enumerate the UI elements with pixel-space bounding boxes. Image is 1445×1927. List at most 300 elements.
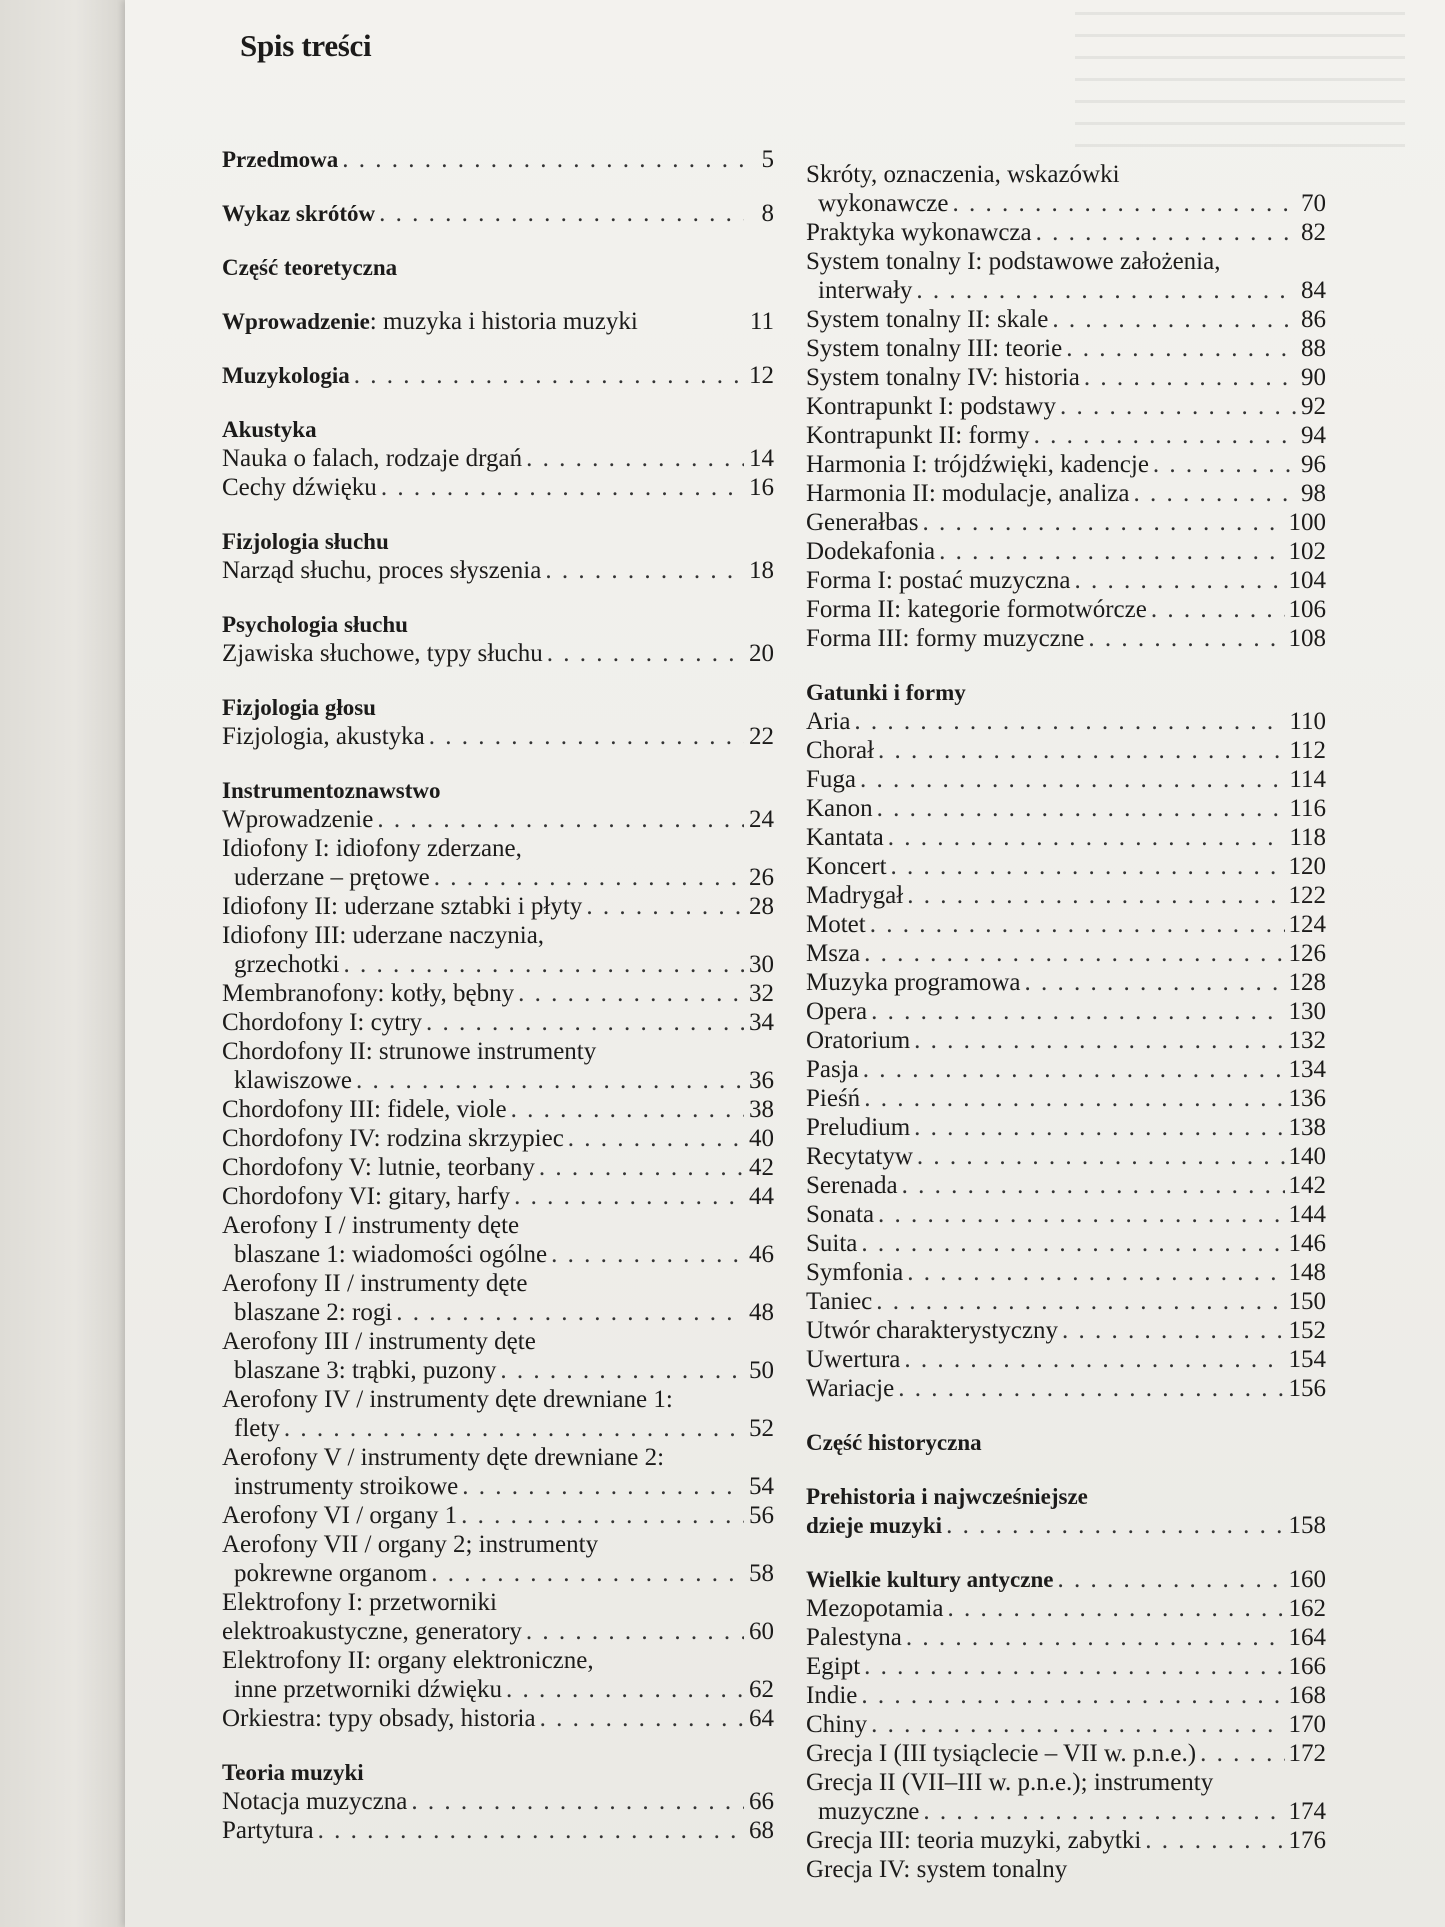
entry-label: Motet bbox=[806, 911, 866, 938]
entry-label: Muzykologia bbox=[222, 363, 350, 388]
dot-leader bbox=[411, 1787, 744, 1816]
toc-entry-line[interactable]: Chordofony II: strunowe instrumenty bbox=[222, 1038, 597, 1065]
page-number: 14 bbox=[749, 445, 774, 472]
entry-label: Przedmowa bbox=[222, 147, 339, 172]
page-number: 120 bbox=[1288, 853, 1326, 880]
toc-entry[interactable]: Harmonia II: modulacje, analiza . . . 98 bbox=[806, 479, 1326, 508]
dot-leader bbox=[904, 1345, 1284, 1374]
entry-label: Serenada bbox=[806, 1172, 898, 1199]
toc-entry-line[interactable]: Aerofony IV / instrumenty dęte drewniane 1: bbox=[222, 1386, 673, 1413]
toc-entry[interactable] bbox=[806, 1623, 1326, 1652]
toc-entry[interactable] bbox=[806, 1316, 1326, 1345]
toc-entry[interactable]: dzieje muzyki . . . 158 bbox=[806, 1511, 1326, 1540]
entry-label: Uwertura bbox=[806, 1346, 901, 1373]
page-number: 146 bbox=[1288, 1230, 1326, 1257]
page-number: 130 bbox=[1288, 998, 1326, 1025]
toc-entry[interactable]: blaszane 3: trąbki, puzony . . . 50 bbox=[222, 1356, 774, 1385]
page-number: 32 bbox=[749, 980, 774, 1007]
page-number: 94 bbox=[1301, 422, 1326, 449]
page-number: 134 bbox=[1288, 1056, 1326, 1083]
toc-entry[interactable]: System tonalny II: skale . . . 86 bbox=[806, 305, 1326, 334]
entry-label: Kanon bbox=[806, 795, 873, 822]
dot-leader bbox=[539, 1153, 744, 1182]
dot-leader bbox=[1052, 305, 1296, 334]
toc-entry[interactable]: Dodekafonia . . . 102 bbox=[806, 537, 1326, 566]
toc-left-column bbox=[222, 145, 774, 1845]
dot-leader bbox=[431, 1559, 744, 1588]
dot-leader bbox=[545, 556, 744, 585]
toc-entry[interactable] bbox=[806, 765, 1326, 794]
toc-entry[interactable]: inne przetworniki dźwięku . . . 62 bbox=[222, 1675, 774, 1704]
page-number: 122 bbox=[1288, 882, 1326, 909]
page-number: 116 bbox=[1289, 795, 1326, 822]
gatunki-list bbox=[806, 707, 1326, 1403]
toc-entry[interactable]: Chordofony III: fidele, viole . . . 38 bbox=[222, 1095, 774, 1124]
dot-leader bbox=[381, 473, 744, 502]
page-number: 174 bbox=[1288, 1798, 1326, 1825]
page-number: 42 bbox=[749, 1154, 774, 1181]
toc-entry-przedmowa[interactable] bbox=[222, 145, 774, 174]
dot-leader bbox=[863, 1055, 1285, 1084]
dot-leader bbox=[318, 1816, 744, 1845]
toc-entry-line[interactable]: Skróty, oznaczenia, wskazówki bbox=[806, 161, 1120, 188]
page-number: 62 bbox=[749, 1676, 774, 1703]
page-number: 100 bbox=[1288, 509, 1326, 536]
page-number: 164 bbox=[1288, 1624, 1326, 1651]
toc-entry[interactable]: elektroakustyczne, generatory . . . 60 bbox=[222, 1617, 774, 1646]
page-number: 68 bbox=[749, 1817, 774, 1844]
toc-entry[interactable]: Orkiestra: typy obsady, historia . . . 64 bbox=[222, 1704, 774, 1733]
toc-entry[interactable]: Partytura . . . 68 bbox=[222, 1816, 774, 1845]
entry-label: Pieśń bbox=[806, 1085, 861, 1112]
toc-entry-line[interactable]: Prehistoria i najwcześniejsze bbox=[806, 1484, 1088, 1509]
dot-leader bbox=[878, 1200, 1284, 1229]
toc-entry[interactable]: Grecja I (III tysiąclecie – VII w. p.n.e.) . . . 172 bbox=[806, 1739, 1326, 1768]
toc-entry[interactable]: Chordofony VI: gitary, harfy . . . 44 bbox=[222, 1182, 774, 1211]
toc-entry-line[interactable]: System tonalny I: podstawowe założenia, bbox=[806, 248, 1221, 275]
page-number: 20 bbox=[749, 640, 774, 667]
toc-entry-line[interactable]: Elektrofony I: przetworniki bbox=[222, 1589, 497, 1616]
dot-leader bbox=[1200, 1739, 1284, 1768]
page-number: 52 bbox=[749, 1415, 774, 1442]
toc-entry[interactable] bbox=[806, 823, 1326, 852]
toc-entry[interactable]: Fizjologia, akustyka . . . 22 bbox=[222, 722, 774, 751]
page-number: 28 bbox=[749, 893, 774, 920]
dot-leader bbox=[1151, 595, 1285, 624]
dot-leader bbox=[907, 1258, 1284, 1287]
page-number: 144 bbox=[1288, 1201, 1326, 1228]
dot-leader bbox=[902, 1171, 1285, 1200]
toc-entry[interactable]: grzechotki . . . 30 bbox=[222, 950, 774, 979]
dot-leader bbox=[917, 1142, 1285, 1171]
dot-leader bbox=[354, 361, 744, 390]
toc-entry[interactable] bbox=[806, 1345, 1326, 1374]
dot-leader bbox=[877, 794, 1286, 823]
toc-right-column bbox=[806, 160, 1326, 1884]
toc-entry[interactable] bbox=[806, 1113, 1326, 1142]
page-number: 24 bbox=[749, 806, 774, 833]
dot-leader bbox=[953, 189, 1297, 218]
dot-leader bbox=[939, 537, 1284, 566]
section-heading-teoria: Teoria muzyki bbox=[222, 1760, 364, 1785]
dot-leader bbox=[860, 765, 1285, 794]
page-number: 92 bbox=[1301, 393, 1326, 420]
toc-entry[interactable]: Wprowadzenie . . . 24 bbox=[222, 805, 774, 834]
entry-label: Pasja bbox=[806, 1056, 859, 1083]
toc-entry[interactable]: Zjawiska słuchowe, typy słuchu . . . 20 bbox=[222, 639, 774, 668]
toc-entry[interactable] bbox=[806, 939, 1326, 968]
dot-leader bbox=[870, 910, 1285, 939]
section-heading-akustyka: Akustyka bbox=[222, 417, 317, 442]
dot-leader bbox=[396, 1298, 744, 1327]
entry-label: Taniec bbox=[806, 1288, 873, 1315]
entry-label: Chiny bbox=[806, 1711, 868, 1738]
toc-entry[interactable] bbox=[806, 1171, 1326, 1200]
toc-entry[interactable]: interwały . . . 84 bbox=[806, 276, 1326, 305]
dot-leader bbox=[864, 939, 1284, 968]
page-number: 8 bbox=[761, 200, 774, 227]
page-number: 166 bbox=[1288, 1653, 1326, 1680]
dot-leader bbox=[864, 1652, 1284, 1681]
toc-entry[interactable]: Membranofony: kotły, bębny . . . 32 bbox=[222, 979, 774, 1008]
toc-entry-line[interactable]: Grecja IV: system tonalny bbox=[806, 1856, 1068, 1883]
page-number: 64 bbox=[749, 1705, 774, 1732]
toc-entry[interactable] bbox=[806, 1258, 1326, 1287]
toc-entry[interactable]: Idiofony II: uderzane sztabki i płyty . . . 28 bbox=[222, 892, 774, 921]
page-title: Spis treści bbox=[240, 28, 372, 63]
dot-leader bbox=[377, 805, 744, 834]
toc-entry[interactable]: uderzane – prętowe . . . 26 bbox=[222, 863, 774, 892]
toc-entry[interactable] bbox=[806, 968, 1326, 997]
toc-entry[interactable]: blaszane 2: rogi . . . 48 bbox=[222, 1298, 774, 1327]
entry-label: Opera bbox=[806, 998, 868, 1025]
toc-entry[interactable] bbox=[806, 1084, 1326, 1113]
page-number: 128 bbox=[1288, 969, 1326, 996]
page-number: 36 bbox=[749, 1067, 774, 1094]
dot-leader bbox=[1075, 566, 1285, 595]
page-number: 176 bbox=[1288, 1827, 1326, 1854]
toc-entry-wykaz[interactable] bbox=[222, 199, 774, 228]
dot-leader bbox=[426, 1008, 744, 1037]
page-number: 54 bbox=[749, 1473, 774, 1500]
dot-leader bbox=[871, 997, 1284, 1026]
dot-leader bbox=[1034, 421, 1296, 450]
page-number: 44 bbox=[749, 1183, 774, 1210]
dot-leader bbox=[1025, 968, 1285, 997]
dot-leader bbox=[344, 950, 744, 979]
page-number: 110 bbox=[1289, 708, 1326, 735]
toc-entry[interactable] bbox=[806, 1142, 1326, 1171]
toc-entry[interactable] bbox=[806, 1710, 1326, 1739]
section-heading-antyk[interactable]: Wielkie kultury antyczne . . . 160 bbox=[806, 1565, 1326, 1594]
dot-leader bbox=[568, 1124, 744, 1153]
page-number: 50 bbox=[749, 1357, 774, 1384]
toc-entry-line[interactable]: Idiofony III: uderzane naczynia, bbox=[222, 922, 545, 949]
toc-entry-line[interactable]: Elektrofony II: organy elektroniczne, bbox=[222, 1647, 594, 1674]
toc-entry[interactable]: pokrewne organom . . . 58 bbox=[222, 1559, 774, 1588]
page-number: 88 bbox=[1301, 335, 1326, 362]
dot-leader bbox=[923, 1797, 1284, 1826]
entry-label: Oratorium bbox=[806, 1027, 911, 1054]
page-number: 154 bbox=[1288, 1346, 1326, 1373]
page-number: 148 bbox=[1288, 1259, 1326, 1286]
section-heading-gatunki: Gatunki i formy bbox=[806, 680, 966, 705]
toc-entry[interactable] bbox=[806, 1374, 1326, 1403]
toc-entry-line[interactable]: Aerofony II / instrumenty dęte bbox=[222, 1270, 528, 1297]
entry-label: Mezopotamia bbox=[806, 1595, 944, 1622]
dot-leader bbox=[379, 199, 744, 228]
page-number: 170 bbox=[1288, 1711, 1326, 1738]
entry-label: Wariacje bbox=[806, 1375, 895, 1402]
bleed-through-text bbox=[1075, 12, 1405, 162]
toc-entry[interactable]: Forma I: postać muzyczna . . . 104 bbox=[806, 566, 1326, 595]
page-number: 22 bbox=[749, 723, 774, 750]
toc-entry-line[interactable]: Aerofony I / instrumenty dęte bbox=[222, 1212, 520, 1239]
toc-entry[interactable]: Grecja III: teoria muzyki, zabytki . . . 176 bbox=[806, 1826, 1326, 1855]
page-number: 114 bbox=[1289, 766, 1326, 793]
entry-label: Msza bbox=[806, 940, 861, 967]
toc-entry[interactable]: Generałbas . . . 100 bbox=[806, 508, 1326, 537]
dot-leader bbox=[500, 1356, 744, 1385]
toc-entry[interactable]: instrumenty stroikowe . . . 54 bbox=[222, 1472, 774, 1501]
toc-entry[interactable]: System tonalny III: teorie . . . 88 bbox=[806, 334, 1326, 363]
dot-leader bbox=[506, 1675, 744, 1704]
page-number: 126 bbox=[1288, 940, 1326, 967]
toc-entry[interactable] bbox=[806, 1229, 1326, 1258]
dot-leader bbox=[526, 1617, 744, 1646]
page-number: 96 bbox=[1301, 451, 1326, 478]
page-number: 48 bbox=[749, 1299, 774, 1326]
page-number: 34 bbox=[749, 1009, 774, 1036]
dot-leader bbox=[854, 707, 1285, 736]
toc-entry[interactable]: Aerofony VI / organy 1 . . . 56 bbox=[222, 1501, 774, 1530]
toc-entry[interactable]: Kontrapunkt I: podstawy . . . 92 bbox=[806, 392, 1326, 421]
dot-leader bbox=[907, 881, 1284, 910]
toc-entry[interactable] bbox=[806, 910, 1326, 939]
toc-entry[interactable]: Forma III: formy muzyczne . . . 108 bbox=[806, 624, 1326, 653]
entry-label: Recytatyw bbox=[806, 1143, 913, 1170]
page-number: 108 bbox=[1288, 625, 1326, 652]
dot-leader bbox=[462, 1472, 744, 1501]
toc-entry[interactable] bbox=[806, 881, 1326, 910]
page-number: 106 bbox=[1288, 596, 1326, 623]
entry-label: Suita bbox=[806, 1230, 858, 1257]
page-number: 168 bbox=[1288, 1682, 1326, 1709]
dot-leader bbox=[916, 276, 1296, 305]
page-number: 150 bbox=[1288, 1288, 1326, 1315]
page-number: 12 bbox=[749, 362, 774, 389]
dot-leader bbox=[861, 1681, 1284, 1710]
dot-leader bbox=[511, 1095, 744, 1124]
toc-entry[interactable]: Chordofony IV: rodzina skrzypiec . . . 40 bbox=[222, 1124, 774, 1153]
dot-leader bbox=[946, 1511, 1284, 1540]
dot-leader bbox=[888, 823, 1286, 852]
section-heading-psychologia-sluchu: Psychologia słuchu bbox=[222, 612, 408, 637]
toc-entry[interactable]: System tonalny IV: historia . . . 90 bbox=[806, 363, 1326, 392]
toc-entry[interactable] bbox=[806, 794, 1326, 823]
dot-leader bbox=[947, 1594, 1284, 1623]
page-number: 86 bbox=[1301, 306, 1326, 333]
toc-entry[interactable]: muzyczne . . . 174 bbox=[806, 1797, 1326, 1826]
dot-leader bbox=[547, 639, 744, 668]
page-number: 98 bbox=[1301, 480, 1326, 507]
toc-entry[interactable]: Praktyka wykonawcza . . . 82 bbox=[806, 218, 1326, 247]
dot-leader bbox=[1060, 392, 1296, 421]
dot-leader bbox=[864, 1084, 1284, 1113]
page-number: 132 bbox=[1288, 1027, 1326, 1054]
dot-leader bbox=[514, 1182, 744, 1211]
dot-leader bbox=[540, 1704, 744, 1733]
dot-leader bbox=[1084, 363, 1296, 392]
dot-leader bbox=[878, 736, 1285, 765]
page-number: 158 bbox=[1288, 1512, 1326, 1539]
page-number: 162 bbox=[1288, 1595, 1326, 1622]
dot-leader bbox=[1145, 1826, 1284, 1855]
dot-leader bbox=[898, 1374, 1284, 1403]
dot-leader bbox=[1066, 334, 1296, 363]
toc-entry[interactable]: Kontrapunkt II: formy . . . 94 bbox=[806, 421, 1326, 450]
toc-entry-muzykologia[interactable] bbox=[222, 361, 774, 390]
book-spine bbox=[0, 0, 125, 1927]
toc-entry[interactable] bbox=[806, 1026, 1326, 1055]
toc-entry[interactable] bbox=[806, 1594, 1326, 1623]
toc-entry[interactable]: blaszane 1: wiadomości ogólne . . . 46 bbox=[222, 1240, 774, 1269]
page-number: 172 bbox=[1288, 1740, 1326, 1767]
toc-entry-line[interactable]: Grecja II (VII–III w. p.n.e.); instrumenty bbox=[806, 1769, 1214, 1796]
toc-entry[interactable] bbox=[806, 1200, 1326, 1229]
page-number: 102 bbox=[1288, 538, 1326, 565]
toc-entry[interactable]: Chordofony V: lutnie, teorbany . . . 42 bbox=[222, 1153, 774, 1182]
toc-entry[interactable]: Harmonia I: trójdźwięki, kadencje . . . 96 bbox=[806, 450, 1326, 479]
page-number: 84 bbox=[1301, 277, 1326, 304]
page-number: 46 bbox=[749, 1241, 774, 1268]
dot-leader bbox=[891, 852, 1285, 881]
toc-entry[interactable] bbox=[806, 1055, 1326, 1084]
page-number: 38 bbox=[749, 1096, 774, 1123]
dot-leader bbox=[551, 1240, 744, 1269]
entry-label: Egipt bbox=[806, 1653, 861, 1680]
page-number: 152 bbox=[1288, 1317, 1326, 1344]
page-number: 5 bbox=[761, 146, 774, 173]
toc-entry-wprowadzenie[interactable] bbox=[222, 307, 774, 336]
page-number: 60 bbox=[749, 1618, 774, 1645]
toc-entry[interactable]: Notacja muzyczna . . . 66 bbox=[222, 1787, 774, 1816]
dot-leader bbox=[1062, 1316, 1285, 1345]
toc-entry[interactable]: Narząd słuchu, proces słyszenia . . . 18 bbox=[222, 556, 774, 585]
page-number: 66 bbox=[749, 1788, 774, 1815]
entry-label: Preludium bbox=[806, 1114, 911, 1141]
antyk-list bbox=[806, 1594, 1326, 1739]
page-number: 118 bbox=[1289, 824, 1326, 851]
dot-leader bbox=[876, 1287, 1284, 1316]
dot-leader bbox=[284, 1414, 744, 1443]
entry-label: Palestyna bbox=[806, 1624, 902, 1651]
dot-leader bbox=[586, 892, 744, 921]
dot-leader bbox=[461, 1501, 744, 1530]
toc-entry[interactable] bbox=[806, 852, 1326, 881]
part-heading-teoretyczna: Część teoretyczna bbox=[222, 255, 398, 280]
entry-label: Muzyka programowa bbox=[806, 969, 1021, 996]
dot-leader bbox=[526, 444, 744, 473]
dot-leader bbox=[871, 1710, 1284, 1739]
toc-entry[interactable]: flety . . . 52 bbox=[222, 1414, 774, 1443]
dot-leader bbox=[1088, 624, 1284, 653]
entry-label: Madrygał bbox=[806, 882, 904, 909]
toc-entry[interactable] bbox=[806, 1681, 1326, 1710]
page-number: 140 bbox=[1288, 1143, 1326, 1170]
page-number: 11 bbox=[749, 308, 774, 335]
dot-leader bbox=[1036, 218, 1296, 247]
page-number: 142 bbox=[1288, 1172, 1326, 1199]
dot-leader bbox=[1057, 1565, 1284, 1594]
toc-entry[interactable] bbox=[806, 736, 1326, 765]
page-number: 90 bbox=[1301, 364, 1326, 391]
section-heading-fizjologia-glosu: Fizjologia głosu bbox=[222, 695, 376, 720]
entry-label: Indie bbox=[806, 1682, 858, 1709]
entry-label: Symfonia bbox=[806, 1259, 904, 1286]
toc-entry[interactable]: Chordofony I: cytry . . . 34 bbox=[222, 1008, 774, 1037]
toc-entry[interactable]: Nauka o falach, rodzaje drgań . . . 14 bbox=[222, 444, 774, 473]
page-number: 112 bbox=[1289, 737, 1326, 764]
toc-entry[interactable]: wykonawcze . . . 70 bbox=[806, 189, 1326, 218]
dot-leader bbox=[914, 1113, 1284, 1142]
dot-leader bbox=[922, 508, 1284, 537]
dot-leader bbox=[906, 1623, 1285, 1652]
toc-entry[interactable] bbox=[806, 1652, 1326, 1681]
entry-label: Utwór charakterystyczny bbox=[806, 1317, 1058, 1344]
page-number: 70 bbox=[1301, 190, 1326, 217]
toc-entry-line[interactable]: Aerofony VII / organy 2; instrumenty bbox=[222, 1531, 599, 1558]
page-number: 124 bbox=[1288, 911, 1326, 938]
toc-entry[interactable]: Cechy dźwięku . . . 16 bbox=[222, 473, 774, 502]
page-number: 56 bbox=[749, 1502, 774, 1529]
section-heading-instrumentoznawstwo: Instrumentoznawstwo bbox=[222, 778, 441, 803]
dot-leader bbox=[1133, 479, 1296, 508]
toc-entry-line[interactable]: Idiofony I: idiofony zderzane, bbox=[222, 835, 522, 862]
toc-entry[interactable] bbox=[806, 997, 1326, 1026]
dot-leader bbox=[914, 1026, 1284, 1055]
entry-label: Wprowadzenie: muzyka i historia muzyki bbox=[222, 308, 638, 335]
dot-leader bbox=[861, 1229, 1284, 1258]
page-number: 156 bbox=[1288, 1375, 1326, 1402]
toc-entry[interactable]: klawiszowe . . . 36 bbox=[222, 1066, 774, 1095]
dot-leader bbox=[434, 863, 744, 892]
toc-entry[interactable] bbox=[806, 1287, 1326, 1316]
part-heading-historyczna: Część historyczna bbox=[806, 1430, 982, 1455]
entry-label: Chorał bbox=[806, 737, 875, 764]
page-number: 40 bbox=[749, 1125, 774, 1152]
page-number: 18 bbox=[749, 557, 774, 584]
dot-leader bbox=[518, 979, 744, 1008]
toc-entry[interactable]: Forma II: kategorie formotwórcze . . . 106 bbox=[806, 595, 1326, 624]
dot-leader bbox=[342, 145, 744, 174]
dot-leader bbox=[429, 722, 744, 751]
toc-entry-line[interactable]: Aerofony V / instrumenty dęte drewniane 2: bbox=[222, 1444, 665, 1471]
page-number: 16 bbox=[749, 474, 774, 501]
entry-label: Sonata bbox=[806, 1201, 875, 1228]
page-number: 138 bbox=[1288, 1114, 1326, 1141]
toc-entry-line[interactable]: Aerofony III / instrumenty dęte bbox=[222, 1328, 536, 1355]
toc-entry[interactable] bbox=[806, 707, 1326, 736]
entry-label: Wykaz skrótów bbox=[222, 201, 376, 226]
entry-label: Kantata bbox=[806, 824, 884, 851]
page-number: 136 bbox=[1288, 1085, 1326, 1112]
entry-label: Aria bbox=[806, 708, 851, 735]
page-number: 30 bbox=[749, 951, 774, 978]
entry-label: Fuga bbox=[806, 766, 856, 793]
section-heading-fizjologia-sluchu: Fizjologia słuchu bbox=[222, 529, 389, 554]
page-number: 82 bbox=[1301, 219, 1326, 246]
